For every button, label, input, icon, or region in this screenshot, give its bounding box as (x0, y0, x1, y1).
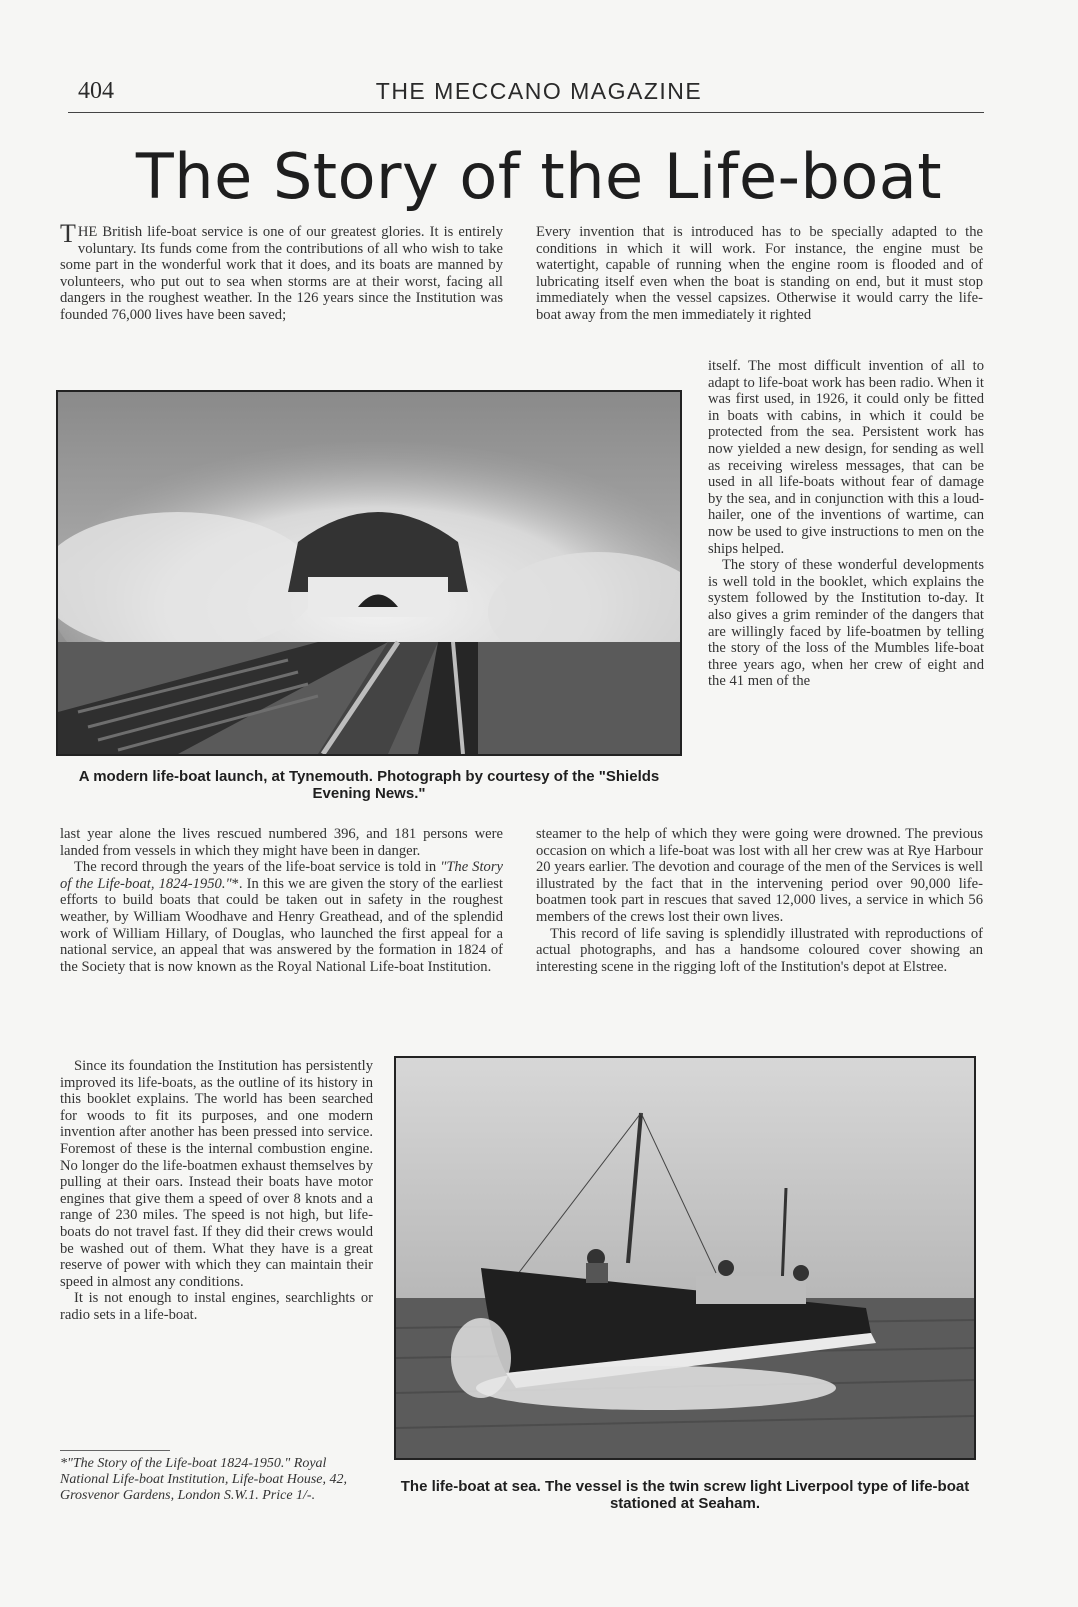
magazine-title: THE MECCANO MAGAZINE (375, 78, 703, 104)
booklet-paragraph: The story of these wonderful developments is well told in the booklet, which explains the system followed by the Institution to-day. It also gives a grim reminder of the dangers that are willingly faced by life-boatmen by telling the story of the loss of the Mumbles life-boat three years ago, when her crew of eight and the 41 men of the (708, 557, 984, 690)
instal-paragraph: It is not enough to instal engines, searchlights or radio sets in a life-boat. (60, 1290, 373, 1323)
page-number: 404 (78, 78, 114, 104)
column2-middle (536, 826, 983, 975)
rescued-paragraph: last year alone the lives rescued numbered 396, and 181 persons were landed from vessels in which they might have been in danger. (60, 826, 503, 859)
footnote: *"The Story of the Life-boat 1824-1950." Royal National Life-boat Institution, Life-boat House, 42, Grosvenor Gardens, London S.W.1. Price 1/-. (60, 1456, 347, 1503)
column2-side-text (708, 358, 984, 690)
column2-top (536, 224, 983, 324)
radio-paragraph: itself. The most difficult invention of all to adapt to life-boat work has been radio. When it was first used, in 1926, it could only be fitted in boats with cabins, in which it could be protected from the sea. Persistent work has now yielded a new design, for sending as well as receiving wireless messages, that can be used in all life-boats without fear of damage by the sea, and in conjunction with this a loud-hailer, one of the inventions of wartime, can now be used to give instructions to men on the ships helped. (708, 358, 984, 557)
header-rule (68, 112, 984, 113)
intro-paragraph (60, 219, 503, 324)
lifeboat-at-sea-photo (394, 1056, 976, 1460)
record-paragraph: The record through the years of the life-boat service is told in "The Story of the Life-boat, 1824-1950."*. In this we are given the story of the earliest efforts to build boats that could be taken out in safety in the roughest weather, by William Woodhave and Henry Greathead, and of the splendid work of William Hillary, of Douglas, who launched the first appeal for a national service, an appeal that was answered by the formation in 1824 of the Society that is now known as the Royal National Life-boat Institution. (60, 859, 503, 975)
footnote-rule (60, 1450, 170, 1451)
top-photo-caption: A modern life-boat launch, at Tynemouth. Photograph by courtesy of the "Shields Evening News." (78, 768, 660, 802)
drop-cap: T (60, 219, 76, 248)
article-title: The Story of the Life-boat (135, 140, 943, 213)
mumbles-paragraph: steamer to the help of which they were going were drowned. The previous occasion on which a life-boat was lost with all her crew was at Rye Harbour 20 years earlier. The devotion and courage of the men of the Services is well illustrated by the fact that in the intervening period over 90,000 life-boatmen took part in rescues that saved 12,000 lives, a service in which 56 members of the crews lost their own lives. (536, 826, 983, 925)
intro-text: HE British life-boat service is one of our greatest glories. It is entirely voluntary. Its funds come from the contributions of all who wish to take some part in the wonderful work that it does, and its boats are manned by volunteers, who put out to sea when storms are at their worst, facing all dangers in the roughest weather. In the 126 years since the Institution was founded 76,000 lives have been saved; (60, 224, 503, 323)
column2-top-text: Every invention that is introduced has to be specially adapted to the conditions in which it will work. For instance, the engine must be watertight, capable of running when the engine room is flooded and of lubricating itself even when the boat is standing on end, but it must stop immediately when the vessel capsizes. Otherwise it would carry the life-boat away from the men immediately it righted (536, 224, 983, 323)
bottom-photo-caption: The life-boat at sea. The vessel is the twin screw light Liverpool type of life-boat stationed at Seaham. (400, 1478, 970, 1512)
illustrations-paragraph: This record of life saving is splendidly illustrated with reproductions of actual photographs, and has a handsome coloured cover showing an interesting scene in the rigging loft of the Institution's depot at Elstree. (536, 925, 983, 975)
lifeboat-launch-photo (56, 390, 682, 756)
engine-paragraph: Since its foundation the Institution has persistently improved its life-boats, as the outline of its history in this booklet explains. The world has been searched for woods to fit its purposes, and one modern invention after another has been pressed into service. Foremost of these is the internal combustion engine. No longer do the life-boatmen exhaust themselves by pulling at their oars. Instead their boats have motor engines that give them a speed of over 8 knots and a range of 230 miles. The speed is not high, but life-boats do not travel fast. If they did their crews would be washed out of them. What they have is a great reserve of power with which they can maintain their speed in almost any conditions. (60, 1058, 373, 1290)
column1-middle (60, 826, 503, 975)
booklet-title: "The Story of the Life-boat, 1824-1950." (60, 859, 503, 892)
column1-bottom (60, 1058, 373, 1324)
